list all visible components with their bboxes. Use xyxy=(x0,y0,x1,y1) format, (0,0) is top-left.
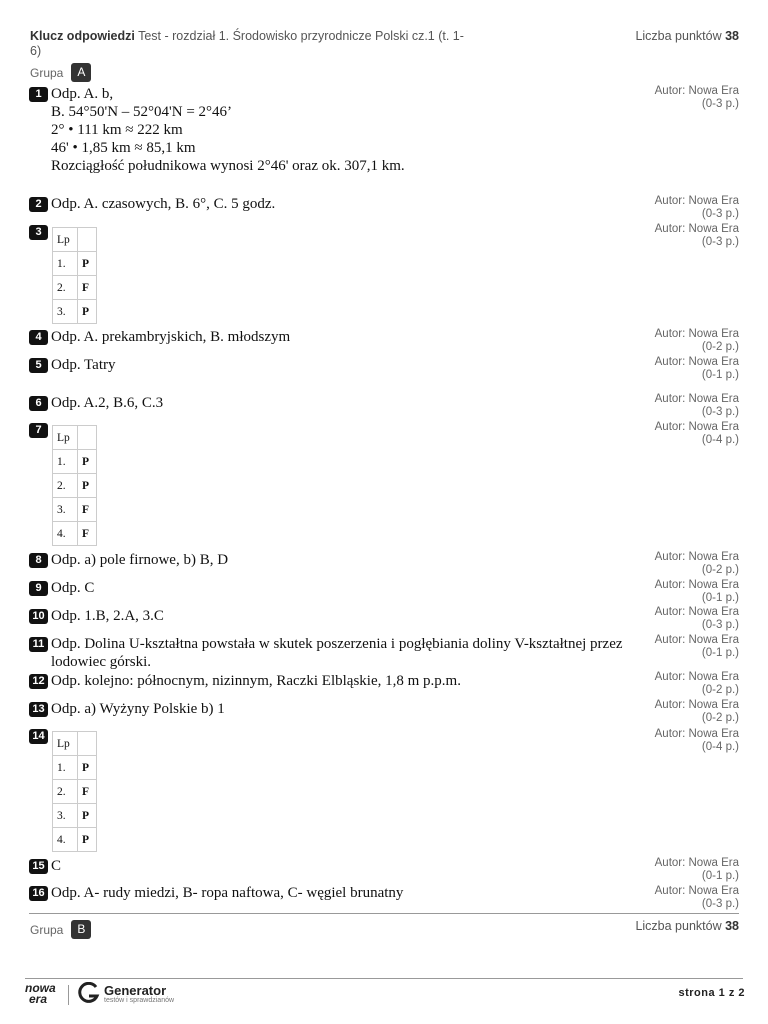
table-row: 3. F xyxy=(53,498,97,522)
answer-15: C xyxy=(51,858,62,874)
group-b-points: Liczba punktów 38 xyxy=(635,919,739,933)
answer-12: Odp. kolejno: północnym, nizinnym, Raczki Elbląskie, 1,8 m p.p.m. xyxy=(51,673,461,689)
group-a-header: Grupa A xyxy=(30,63,91,82)
meta-11: Autor: Nowa Era (0-1 p.) xyxy=(654,634,739,659)
question-number-12: 12 xyxy=(29,674,48,689)
generator-subtitle: testów i sprawdzianów xyxy=(104,997,175,1004)
meta-15: Autor: Nowa Era (0-1 p.) xyxy=(654,857,739,882)
question-number-2: 2 xyxy=(29,197,48,212)
meta-1: Autor: Nowa Era (0-3 p.) xyxy=(654,85,739,110)
question-number-5: 5 xyxy=(29,358,48,373)
total-points-value: 38 xyxy=(725,29,739,43)
question-number-7: 7 xyxy=(29,423,48,438)
question-number-10: 10 xyxy=(29,609,48,624)
document-title xyxy=(30,29,470,59)
answer-8: Odp. a) pole firnowe, b) B, D xyxy=(51,552,229,568)
question-number-14: 14 xyxy=(29,729,48,744)
page-number: strona 1 z 2 xyxy=(678,987,745,999)
logo-separator xyxy=(68,985,69,1005)
table-row: 3. P xyxy=(53,804,97,828)
group-b-header: Grupa B xyxy=(30,920,91,939)
question-number-6: 6 xyxy=(29,396,48,411)
answer-16: Odp. A- rudy miedzi, B- ropa naftowa, C- węgiel brunatny xyxy=(51,885,404,901)
meta-3: Autor: Nowa Era (0-3 p.) xyxy=(654,223,739,248)
answer-14-table: Lp 1. P 2. F 3. P 4. P xyxy=(52,731,97,852)
table-row: 3. P xyxy=(53,300,97,324)
footer-divider xyxy=(25,978,743,979)
table-row: 2. F xyxy=(53,276,97,300)
answer-1: Odp. A. b, B. 54°50'N – 52°04'N = 2°46’ 2° • 111 km ≈ 222 km 46' • 1,85 km ≈ 85,1 km Rozciągłość południkowa wynosi 2°46' oraz ok. 307,1 km. xyxy=(51,86,405,174)
answer-5: Odp. Tatry xyxy=(51,357,116,373)
table-row: 1. P xyxy=(53,450,97,474)
question-number-13: 13 xyxy=(29,702,48,717)
question-number-15: 15 xyxy=(29,859,48,874)
meta-5: Autor: Nowa Era (0-1 p.) xyxy=(654,356,739,381)
meta-13: Autor: Nowa Era (0-2 p.) xyxy=(654,699,739,724)
total-points: Liczba punktów 38 xyxy=(635,29,739,43)
group-a-badge: A xyxy=(71,63,91,82)
question-number-1: 1 xyxy=(29,87,48,102)
table-row: 4. P xyxy=(53,828,97,852)
table-row: 1. P xyxy=(53,756,97,780)
answer-7-table: Lp 1. P 2. P 3. F 4. F xyxy=(52,425,97,546)
meta-12: Autor: Nowa Era (0-2 p.) xyxy=(654,671,739,696)
answer-2: Odp. A. czasowych, B. 6°, C. 5 godz. xyxy=(51,196,276,212)
title-rest: Test - rozdział 1. Środowisko przyrodnicze Polski cz.1 (t. 1-6) xyxy=(30,29,464,58)
table-row: 4. F xyxy=(53,522,97,546)
group-b-badge: B xyxy=(71,920,91,939)
generator-logo-icon xyxy=(78,982,100,1004)
meta-6: Autor: Nowa Era (0-3 p.) xyxy=(654,393,739,418)
answer-11: Odp. Dolina U-kształtna powstała w skutek poszerzenia i pogłębiania doliny V-kształtnej przez lodowiec górski. xyxy=(51,636,623,670)
question-number-8: 8 xyxy=(29,553,48,568)
question-number-3: 3 xyxy=(29,225,48,240)
meta-14: Autor: Nowa Era (0-4 p.) xyxy=(654,728,739,753)
question-number-9: 9 xyxy=(29,581,48,596)
table-row: 2. F xyxy=(53,780,97,804)
generator-title: Generator xyxy=(104,983,167,998)
meta-8: Autor: Nowa Era (0-2 p.) xyxy=(654,551,739,576)
nowa-era-logo: nowa era xyxy=(25,981,56,1006)
answer-4: Odp. A. prekambryjskich, B. młodszym xyxy=(51,329,291,345)
meta-7: Autor: Nowa Era (0-4 p.) xyxy=(654,421,739,446)
meta-4: Autor: Nowa Era (0-2 p.) xyxy=(654,328,739,353)
answer-9: Odp. C xyxy=(51,580,95,596)
answer-10: Odp. 1.B, 2.A, 3.C xyxy=(51,608,164,624)
title-bold: Klucz odpowiedzi xyxy=(30,29,135,43)
meta-16: Autor: Nowa Era (0-3 p.) xyxy=(654,885,739,910)
answer-6: Odp. A.2, B.6, C.3 xyxy=(51,395,164,411)
section-divider xyxy=(29,913,739,914)
answer-13: Odp. a) Wyżyny Polskie b) 1 xyxy=(51,701,225,717)
answer-3-table: Lp 1. P 2. F 3. P xyxy=(52,227,97,324)
table-row: 2. P xyxy=(53,474,97,498)
question-number-16: 16 xyxy=(29,886,48,901)
meta-10: Autor: Nowa Era (0-3 p.) xyxy=(654,606,739,631)
table-row: 1. P xyxy=(53,252,97,276)
question-number-4: 4 xyxy=(29,330,48,345)
meta-9: Autor: Nowa Era (0-1 p.) xyxy=(654,579,739,604)
question-number-11: 11 xyxy=(29,637,48,652)
meta-2: Autor: Nowa Era (0-3 p.) xyxy=(654,195,739,220)
